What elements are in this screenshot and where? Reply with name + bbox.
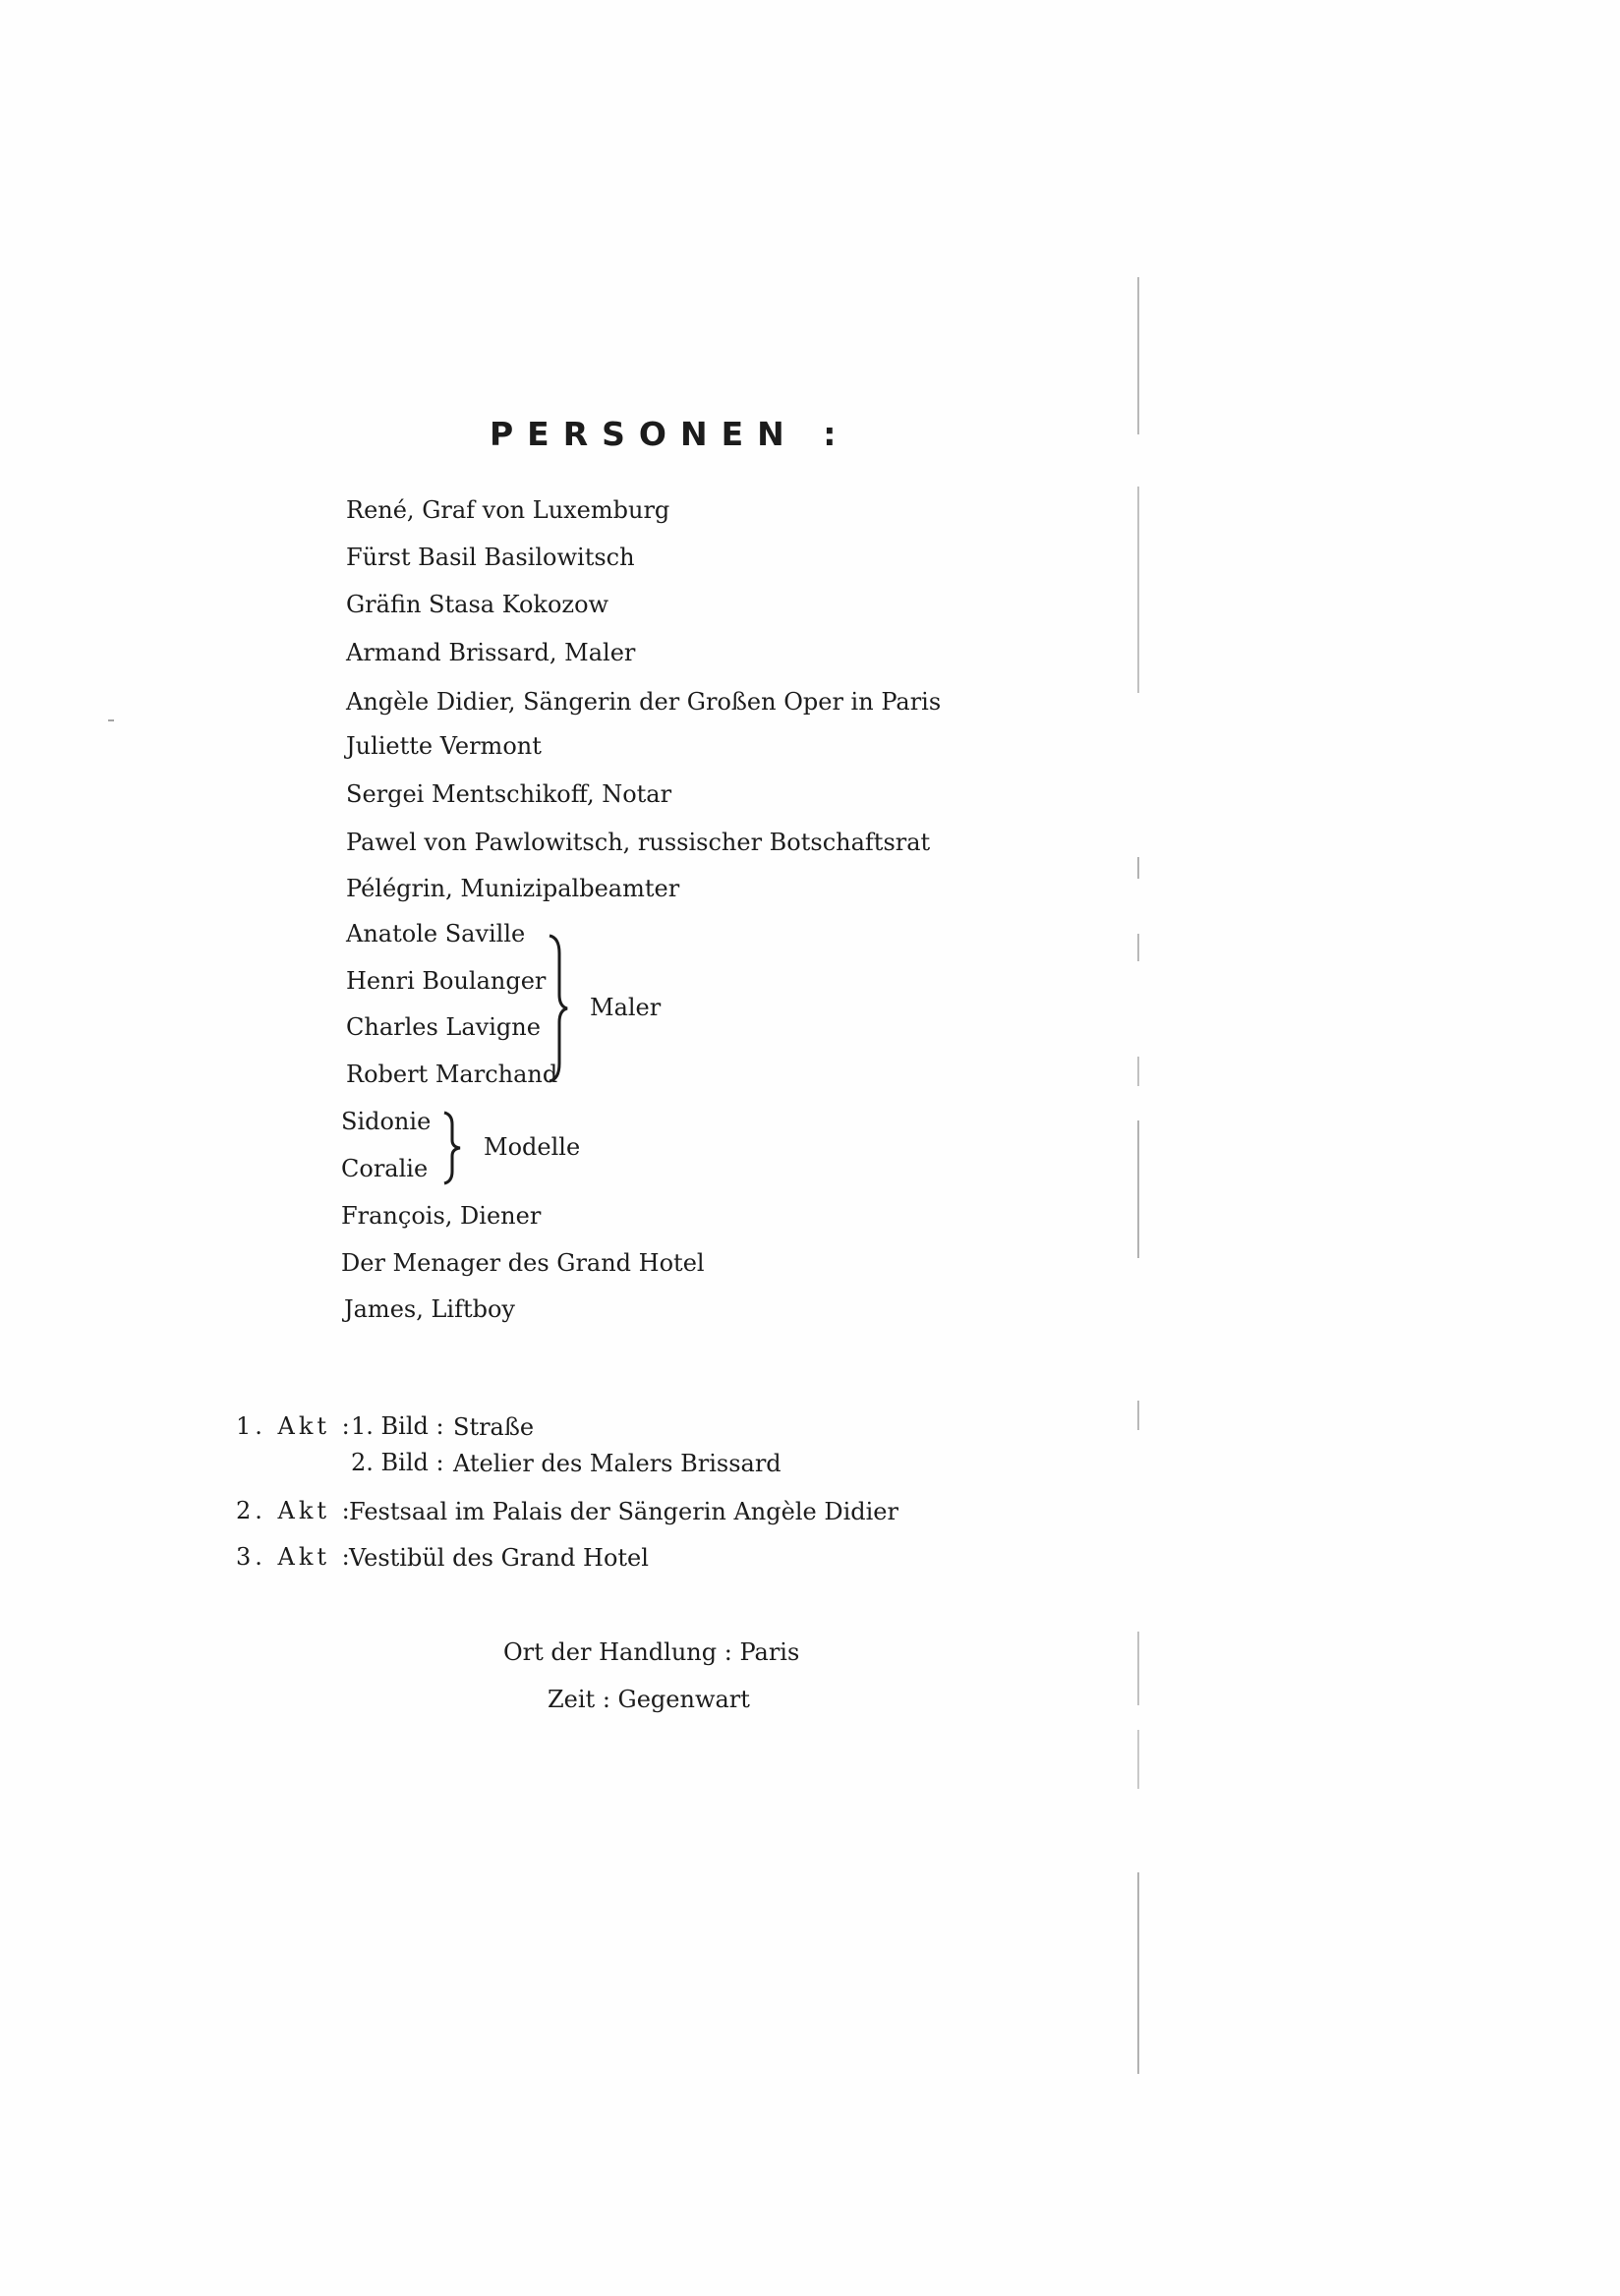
- modelle-group-label: Modelle: [484, 1133, 581, 1161]
- person-entry: Pawel von Pawlowitsch, russischer Botschaftsrat: [346, 829, 931, 856]
- person-entry: Fürst Basil Basilowitsch: [346, 544, 635, 571]
- act1-bild1-label: 1. Bild :: [351, 1412, 444, 1440]
- modelle-brace-icon: [440, 1111, 468, 1185]
- person-entry: Sergei Mentschikoff, Notar: [346, 780, 672, 808]
- person-entry: Angèle Didier, Sängerin der Großen Oper in Paris: [346, 688, 942, 716]
- person-entry: Juliette Vermont: [346, 732, 542, 760]
- scan-artifact: [1137, 857, 1139, 879]
- maler-member: Robert Marchand: [346, 1061, 558, 1088]
- maler-member: Anatole Saville: [346, 920, 526, 947]
- scan-artifact: [1137, 1401, 1139, 1430]
- scan-artifact: [1137, 1730, 1139, 1789]
- scan-artifact: [1137, 487, 1139, 693]
- act2-scene: Festsaal im Palais der Sängerin Angèle Didier: [349, 1498, 898, 1525]
- person-entry: Der Menager des Grand Hotel: [341, 1249, 705, 1277]
- person-entry: Gräfin Stasa Kokozow: [346, 591, 609, 618]
- page-title: PERSONEN :: [490, 415, 850, 453]
- scan-artifact: [108, 719, 114, 721]
- act1-scene2: Atelier des Malers Brissard: [453, 1450, 781, 1477]
- modelle-member: Coralie: [341, 1155, 429, 1182]
- scan-artifact: [1137, 1057, 1139, 1086]
- setting-place: Ort der Handlung : Paris: [503, 1638, 800, 1666]
- act3-scene: Vestibül des Grand Hotel: [349, 1544, 649, 1572]
- person-entry: René, Graf von Luxemburg: [346, 496, 670, 524]
- modelle-member: Sidonie: [341, 1108, 432, 1135]
- act3-label: 3. Akt :: [236, 1543, 354, 1571]
- scan-artifact: [1137, 1632, 1139, 1705]
- person-entry: Pélégrin, Munizipalbeamter: [346, 875, 680, 902]
- scan-artifact: [1137, 1872, 1139, 2074]
- person-entry: Armand Brissard, Maler: [346, 639, 636, 666]
- scan-artifact: [1137, 934, 1139, 961]
- maler-member: Charles Lavigne: [346, 1013, 541, 1041]
- scan-artifact: [1137, 277, 1139, 434]
- act1-label: 1. Akt :: [236, 1412, 354, 1440]
- maler-member: Henri Boulanger: [346, 967, 547, 995]
- person-entry: François, Diener: [341, 1202, 542, 1230]
- setting-time: Zeit : Gegenwart: [548, 1686, 750, 1713]
- maler-brace-icon: [546, 934, 575, 1083]
- act1-scene1: Straße: [453, 1413, 535, 1441]
- act1-bild2-label: 2. Bild :: [351, 1449, 444, 1476]
- scan-artifact: [1137, 1120, 1139, 1258]
- person-entry: James, Liftboy: [344, 1295, 515, 1323]
- act2-label: 2. Akt :: [236, 1497, 354, 1524]
- maler-group-label: Maler: [590, 994, 662, 1021]
